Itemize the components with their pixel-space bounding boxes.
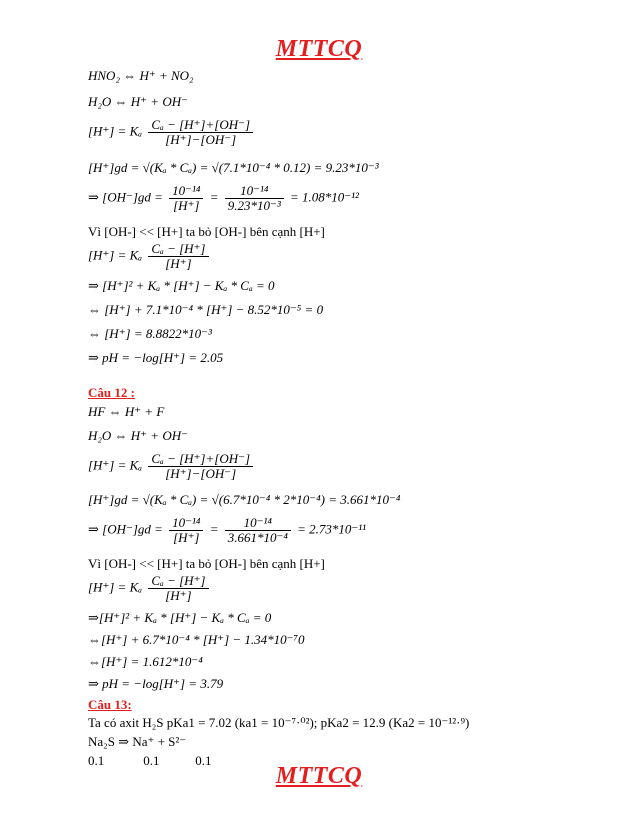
text-concentrations: 0.1 0.1 0.1: [88, 753, 212, 768]
numerator: Cₐ − [H⁺]: [148, 242, 208, 257]
header-brand: MTTCQ: [275, 36, 363, 62]
numerator: Cₐ − [H⁺]+[OH⁻]: [148, 452, 253, 467]
eq-water-dissociation: H₂O ⇔ H⁺ + OH⁻: [88, 428, 188, 443]
eq-na2s-dissociation: Na₂S ⇒ Na⁺ + S²⁻: [88, 734, 187, 749]
eq-rhs: = 2.73*10⁻¹¹: [297, 521, 367, 537]
fraction: [148, 452, 253, 481]
fraction: [225, 184, 284, 213]
eq-lhs: ⇒ [OH⁻]gd =: [88, 521, 163, 537]
eq-h-simplified: [88, 242, 212, 271]
denominator: [H⁺]−[OH⁻]: [165, 132, 237, 147]
eq-ph-result: ⇒ pH = −log[H⁺] = 2.05: [88, 350, 224, 365]
numerator: Cₐ − [H⁺]: [148, 574, 208, 589]
eq-lhs: [H⁺] = Kₐ: [88, 579, 143, 595]
eq-h-expression: [88, 118, 256, 147]
fraction: [169, 516, 203, 545]
eq-h-result: ⇔[H⁺] = 1.612*10⁻⁴: [88, 654, 203, 669]
denominator: [H⁺]: [165, 588, 192, 603]
section-heading-cau-12: Câu 12 :: [88, 385, 135, 400]
fraction: [169, 184, 203, 213]
eq-h-approx: [H⁺]gd = √(Kₐ * Cₐ) = √(7.1*10⁻⁴ * 0.12) = 9.23*10⁻³: [88, 160, 379, 175]
fraction: [148, 574, 208, 603]
note-neglect-oh: Vì [OH-] << [H+] ta bỏ [OH-] bên cạnh [H+]: [88, 556, 325, 571]
denominator: 3.661*10⁻⁴: [227, 530, 288, 545]
eq-quadratic: ⇒[H⁺]² + Kₐ * [H⁺] − Kₐ * Cₐ = 0: [88, 610, 272, 625]
numerator: 10⁻¹⁴: [225, 184, 284, 199]
footer-brand: MTTCQ: [275, 763, 363, 789]
numerator: 10⁻¹⁴: [225, 516, 291, 531]
denominator: 9.23*10⁻³: [227, 198, 281, 213]
eq-quadratic: ⇒ [H⁺]² + Kₐ * [H⁺] − Kₐ * Cₐ = 0: [88, 278, 275, 293]
eq-h-approx: [H⁺]gd = √(Kₐ * Cₐ) = √(6.7*10⁻⁴ * 2*10⁻⁴) = 3.661*10⁻⁴: [88, 492, 401, 507]
eq-hf-dissociation: HF ⇔ H⁺ + F: [88, 404, 165, 419]
denominator: [H⁺]−[OH⁻]: [165, 466, 237, 481]
text-h2s-pka: Ta có axit H₂S pKa1 = 7.02 (ka1 = 10⁻⁷·⁰²); pKa2 = 12.9 (Ka2 = 10⁻¹²·⁹): [88, 715, 470, 730]
eq-lhs: [H⁺] = Kₐ: [88, 123, 143, 139]
eq-lhs: ⇒ [OH⁻]gd =: [88, 189, 163, 205]
fraction: [148, 242, 208, 271]
eq-lhs: [H⁺] = Kₐ: [88, 457, 143, 473]
eq-oh-approx: ⇒ [OH⁻]gd = $\frac{\text{10⁻¹⁴}}{[H^+]}$ = $\frac{\text{10⁻¹⁴}}{\text{3.661*10⁻⁴}}$ = 2.73*10⁻¹¹: [88, 515, 367, 545]
denominator: [H⁺]: [165, 256, 192, 271]
eq-oh-approx: ⇒ [OH⁻]gd = $\frac{\text{10⁻¹⁴}}{[H^+]}$ = $\frac{\text{10⁻¹⁴}}{\text{9.23*10⁻³}}$ = 1.08*10⁻¹²: [88, 183, 359, 213]
numerator: 10⁻¹⁴: [169, 184, 203, 199]
eq-h-expression: [88, 452, 256, 481]
note-neglect-oh: Vì [OH-] << [H+] ta bỏ [OH-] bên cạnh [H+]: [88, 224, 325, 239]
eq-hno2-dissociation: HNO₂ ⇔ H⁺ + NO₂: [88, 68, 194, 83]
numerator: Cₐ − [H⁺]+[OH⁻]: [148, 118, 253, 133]
denominator: [H⁺]: [173, 198, 200, 213]
numerator: 10⁻¹⁴: [169, 516, 203, 531]
eq-ph-result: ⇒ pH = −log[H⁺] = 3.79: [88, 676, 224, 691]
fraction: [148, 118, 253, 147]
eq-quadratic-numeric: ⇔ [H⁺] + 7.1*10⁻⁴ * [H⁺] − 8.52*10⁻⁵ = 0: [88, 302, 324, 317]
eq-water-dissociation: H₂O ⇔ H⁺ + OH⁻: [88, 94, 188, 109]
denominator: [H⁺]: [173, 530, 200, 545]
eq-h-simplified: [88, 574, 212, 603]
section-heading-cau-13: Câu 13:: [88, 697, 132, 712]
eq-lhs: [H⁺] = Kₐ: [88, 247, 143, 263]
eq-quadratic-numeric: ⇔[H⁺] + 6.7*10⁻⁴ * [H⁺] − 1.34*10⁻⁷0: [88, 632, 305, 647]
fraction: [225, 516, 291, 545]
eq-rhs: = 1.08*10⁻¹²: [290, 189, 359, 205]
eq-h-result: ⇔ [H⁺] = 8.8822*10⁻³: [88, 326, 212, 341]
